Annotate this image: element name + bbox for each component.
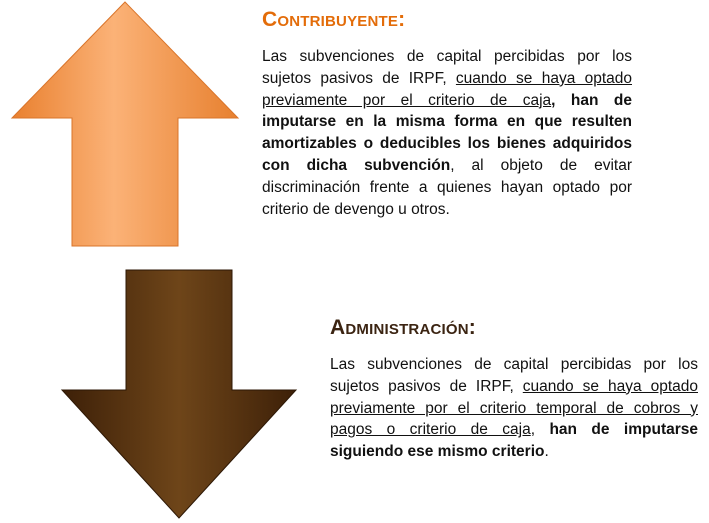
- contribuyente-text-1: Las subvenciones de capital percibidas por los sujetos pasivos de IRPF,: [262, 48, 632, 87]
- administracion-heading: Administración:: [330, 316, 476, 339]
- contribuyente-underlined: cuando se haya optado previamente por el criterio de caja: [262, 69, 632, 109]
- contribuyente-bold: , han de imputarse en la misma forma en que resulten amortizables o deducibles los bienes adquiridos con dicha subvención: [262, 91, 632, 174]
- administracion-text-mid: ,: [530, 421, 550, 439]
- contribuyente-paragraph: [262, 46, 632, 220]
- administracion-underlined: cuando se haya optado previamente por el criterio temporal de cobros y pagos o criterio de caja: [330, 377, 698, 439]
- administracion-bold: han de imputarse siguiendo ese mismo criterio: [330, 421, 698, 461]
- contribuyente-text-2: , al objeto de evitar discriminación frente a quienes hayan optado por criterio de devengo u otros.: [262, 156, 632, 218]
- administracion-block: [330, 316, 698, 463]
- contribuyente-heading: Contribuyente:: [262, 8, 406, 31]
- administracion-text-2: .: [544, 443, 549, 461]
- administracion-paragraph: [330, 354, 698, 463]
- administracion-text-1: Las subvenciones de capital percibidas por los sujetos pasivos de IRPF,: [330, 356, 698, 395]
- arrow-up-icon: [10, 0, 240, 248]
- arrow-down-icon: [60, 268, 298, 520]
- contribuyente-block: [262, 8, 632, 220]
